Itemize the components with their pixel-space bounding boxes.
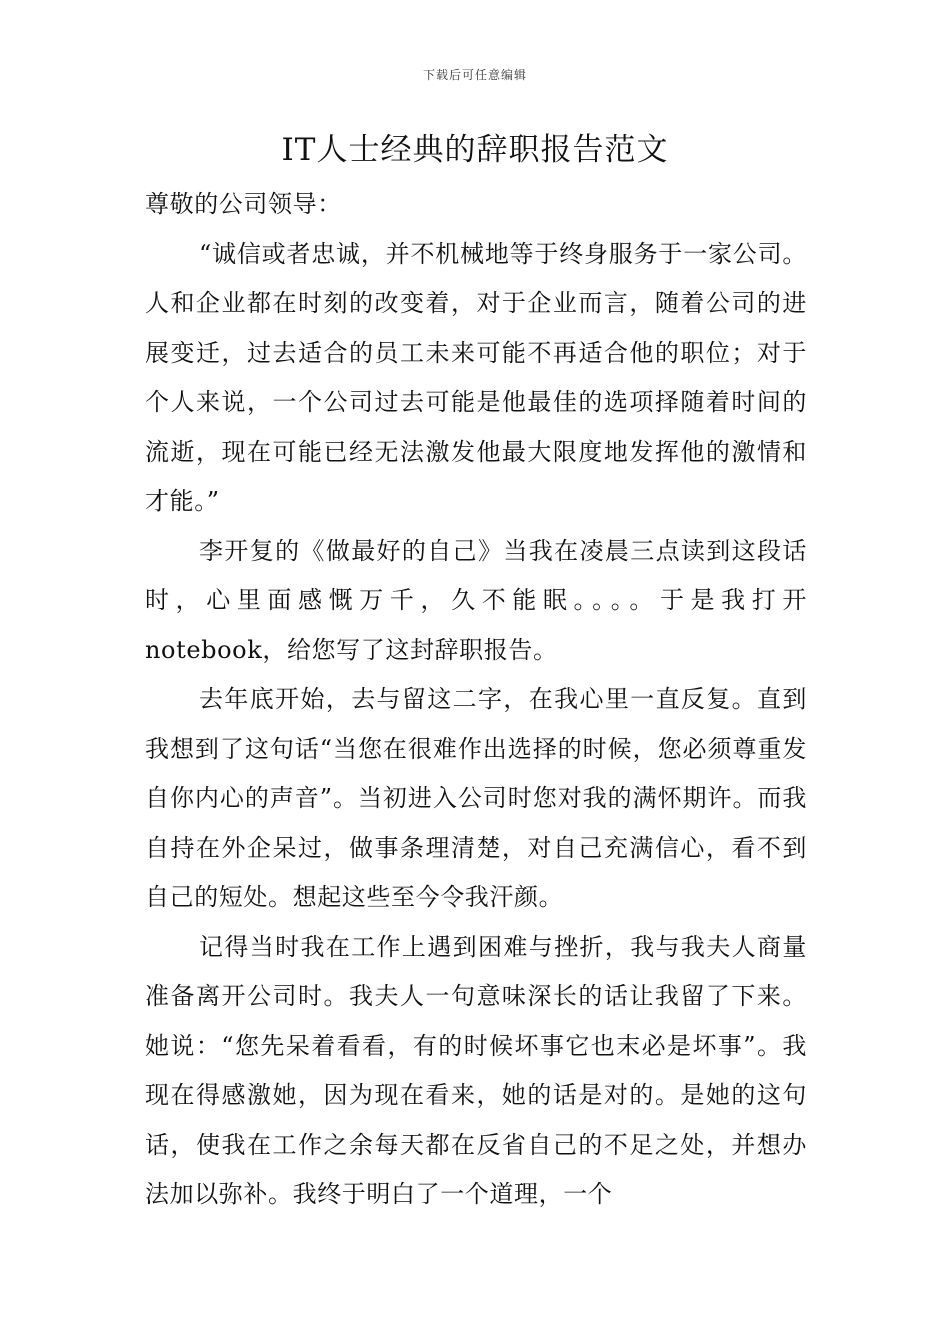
document-title: IT人士经典的辞职报告范文 [281, 132, 669, 168]
salutation: 尊敬的公司领导： [145, 190, 342, 218]
paragraph-quote: “诚信或者忠诚，并不机械地等于终身服务于一家公司。人和企业都在时刻的改变着，对于企业而言，随着公司的进展变迁，过去适合的员工未来可能不再适合他的职位；对于个人来说，一个公司过去可能是他最佳的选项择随着时间的流逝，现在可能已经无法激发他最大限度地发挥他的激情和才能。” [145, 239, 807, 515]
paragraph-wife-advice: 记得当时我在工作上遇到困难与挫折，我与我夫人商量准备离开公司时。我夫人一句意味深长的话让我留了下来。她说：“您先呆着看看，有的时候坏事它也末必是坏事”。我现在得感激她，因为现在看来，她的话是对的。是她的这句话，使我在工作之余每天都在反省自己的不足之处，并想办法加以弥补。我终于明白了一个道理，一个 [145, 932, 807, 1208]
document-body [145, 180, 807, 1220]
paragraph-decision: 去年底开始，去与留这二字，在我心里一直反复。直到我想到了这句话“当您在很难作出选择的时候，您必须尊重发自你内心的声音”。当初进入公司时您对我的满怀期许。而我自持在外企呆过，做事条理清楚，对自己充满信心，看不到自己的短处。想起这些至今令我汗颜。 [145, 685, 807, 911]
paragraph-book-reading: 李开复的《做最好的自己》当我在凌晨三点读到这段话时，心里面感慨万千，久不能眠。。。。于是我打开notebook，给您写了这封辞职报告。 [145, 536, 807, 664]
page-header-note: 下载后可任意编辑 [422, 68, 527, 82]
